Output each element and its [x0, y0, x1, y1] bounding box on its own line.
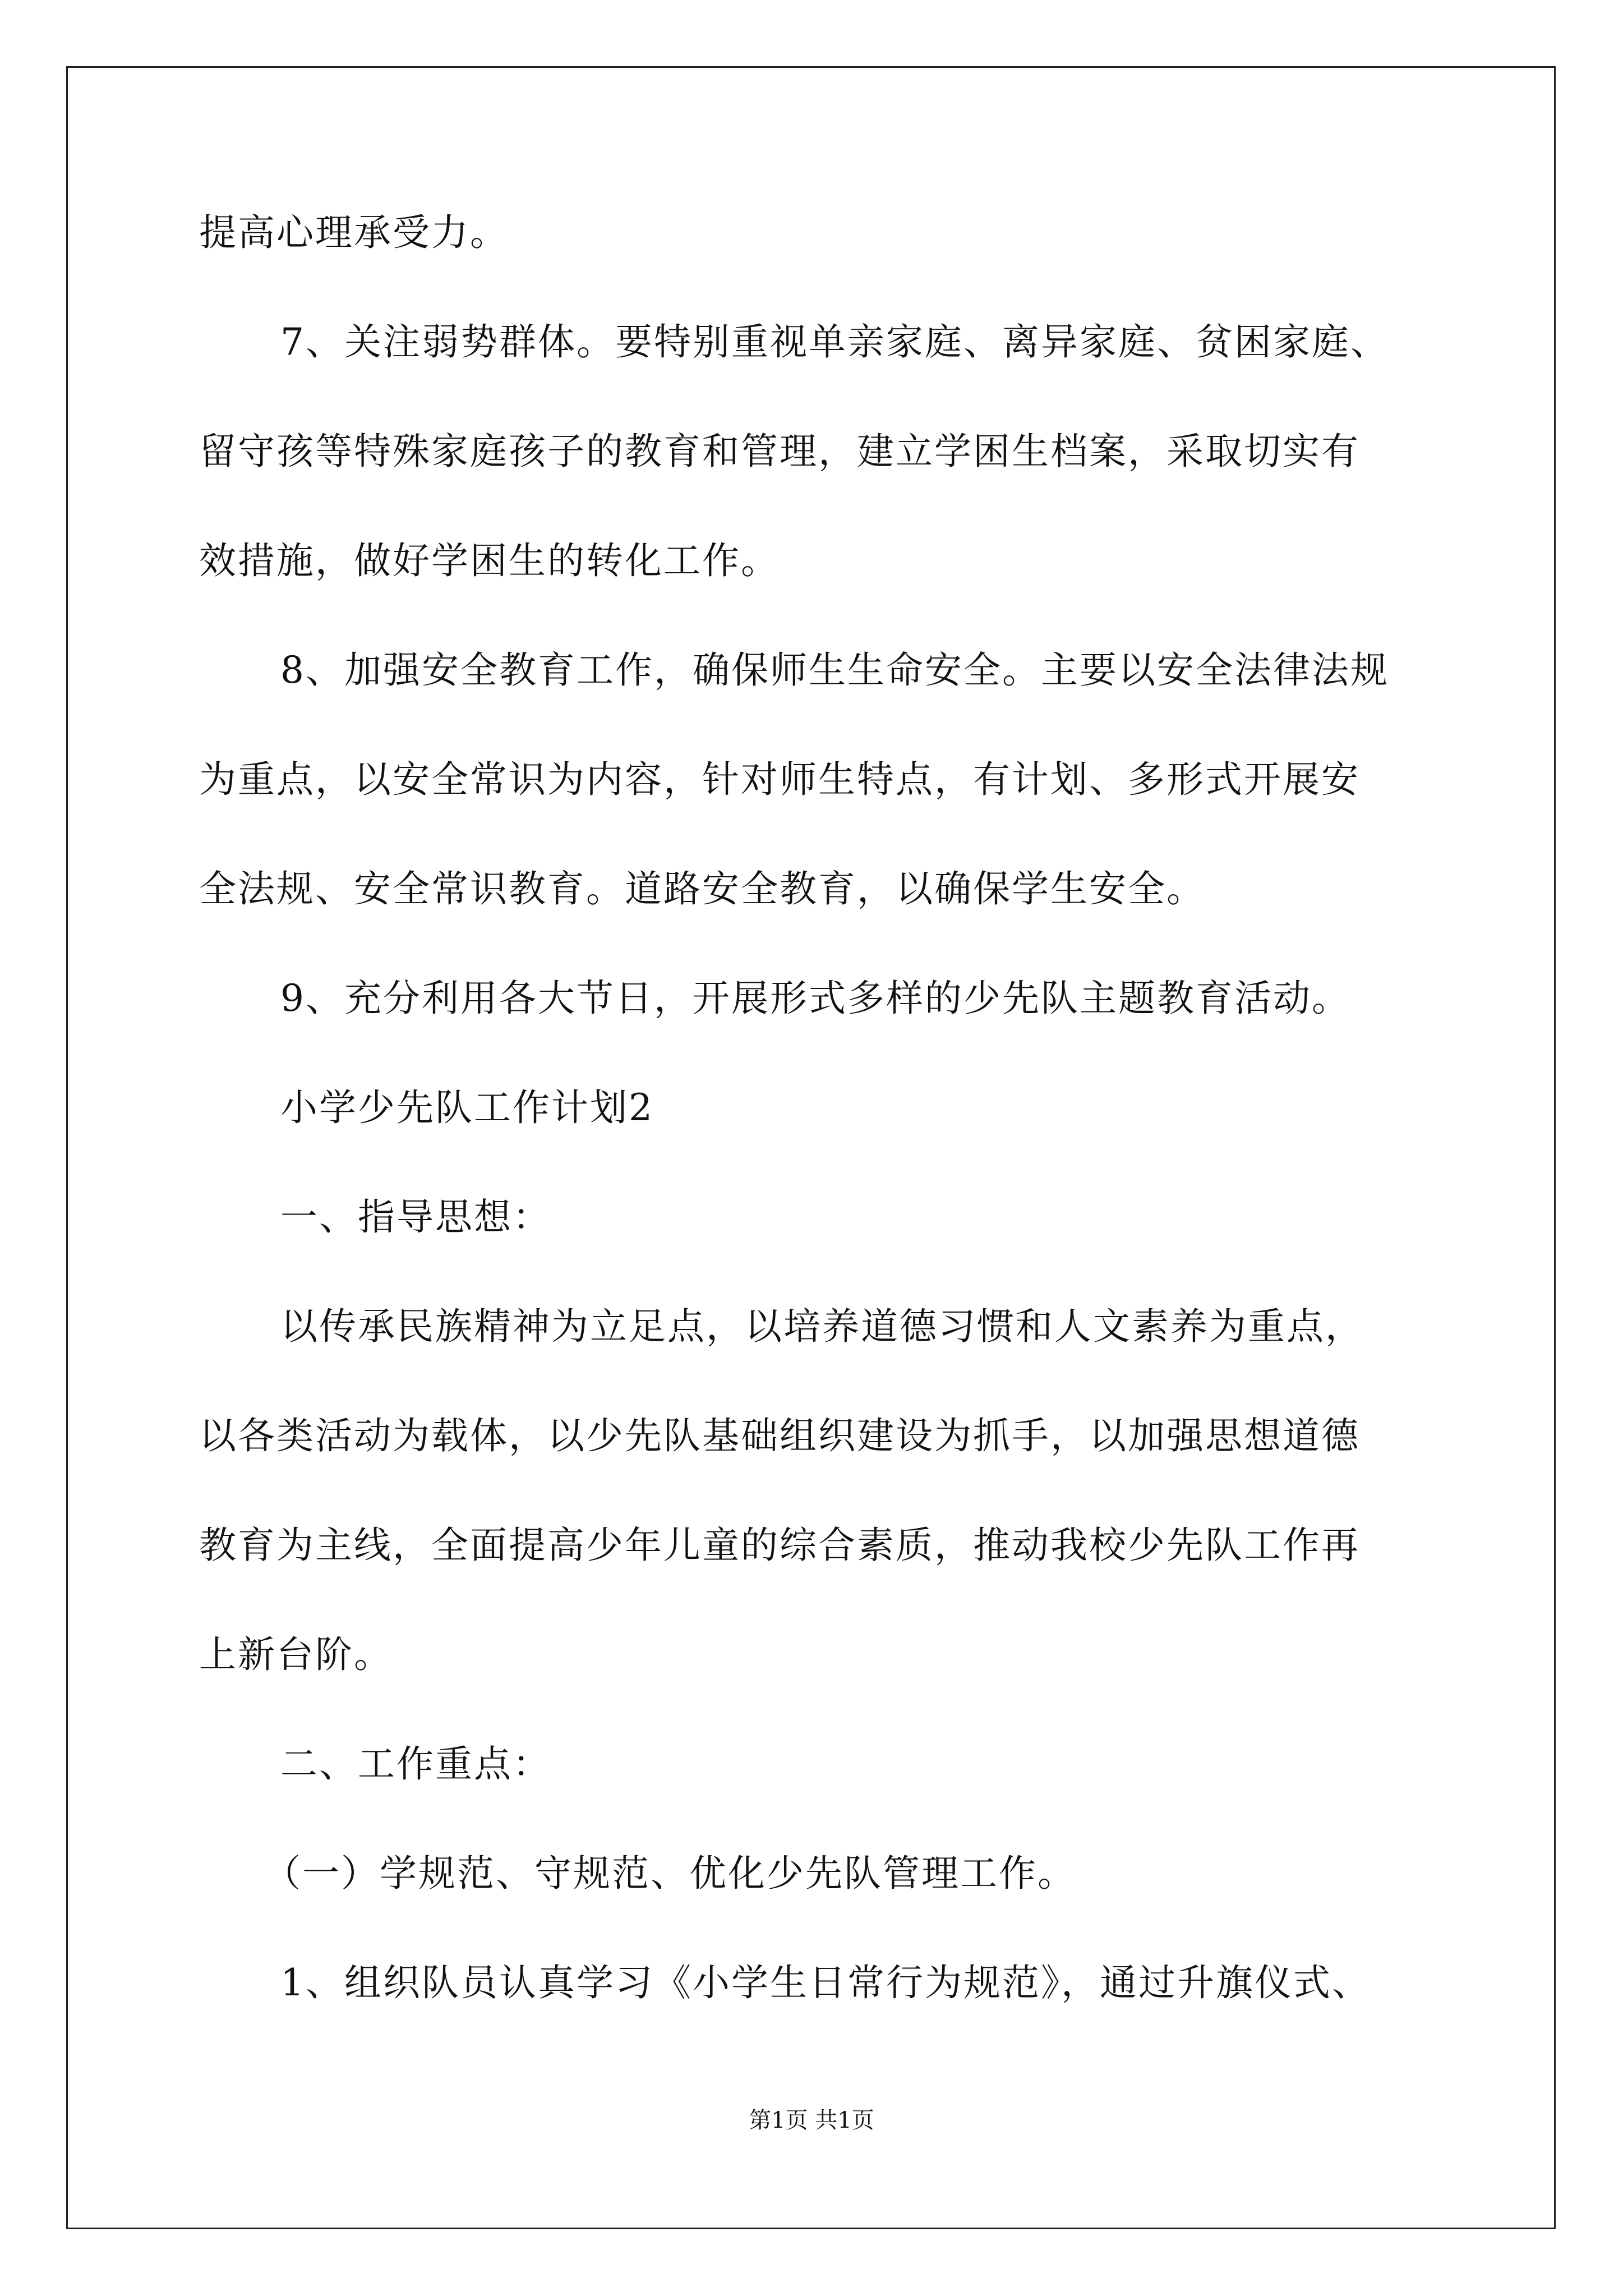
- text-line: 1、组织队员认真学习《小学生日常行为规范》，通过升旗仪式、: [280, 1961, 1371, 2004]
- text-line: 留守孩等特殊家庭孩子的教育和管理，建立学困生档案，采取切实有: [199, 430, 1360, 473]
- text-line: 提高心理承受力。: [199, 211, 509, 254]
- section-heading: 小学少先队工作计划2: [280, 1086, 654, 1129]
- text-line: 以各类活动为载体，以少先队基础组织建设为抓手，以加强思想道德: [199, 1414, 1360, 1457]
- text-line: 8、加强安全教育工作，确保师生生命安全。主要以安全法律法规: [280, 648, 1389, 692]
- text-line: 教育为主线，全面提高少年儿童的综合素质，推动我校少先队工作再: [199, 1524, 1360, 1567]
- subsection-heading: （一）学规范、守规范、优化少先队管理工作。: [264, 1852, 1076, 1895]
- page-number: 第1页 共1页: [749, 2108, 874, 2133]
- text-line: 7、关注弱势群体。要特别重视单亲家庭、离异家庭、贫困家庭、: [280, 320, 1389, 364]
- page-border: [66, 66, 1556, 2229]
- text-line: 以传承民族精神为立足点，以培养道德习惯和人文素养为重点，: [280, 1305, 1364, 1348]
- text-line: 上新台阶。: [199, 1633, 393, 1676]
- text-line: 效措施，做好学困生的转化工作。: [199, 539, 780, 582]
- section-heading: 一、指导思想：: [280, 1195, 551, 1239]
- section-heading: 二、工作重点：: [280, 1742, 551, 1786]
- text-line: 为重点，以安全常识为内容，针对师生特点，有计划、多形式开展安: [199, 758, 1360, 801]
- text-line: 全法规、安全常识教育。道路安全教育，以确保学生安全。: [199, 867, 1205, 910]
- text-line: 9、充分利用各大节日，开展形式多样的少先队主题教育活动。: [280, 977, 1350, 1020]
